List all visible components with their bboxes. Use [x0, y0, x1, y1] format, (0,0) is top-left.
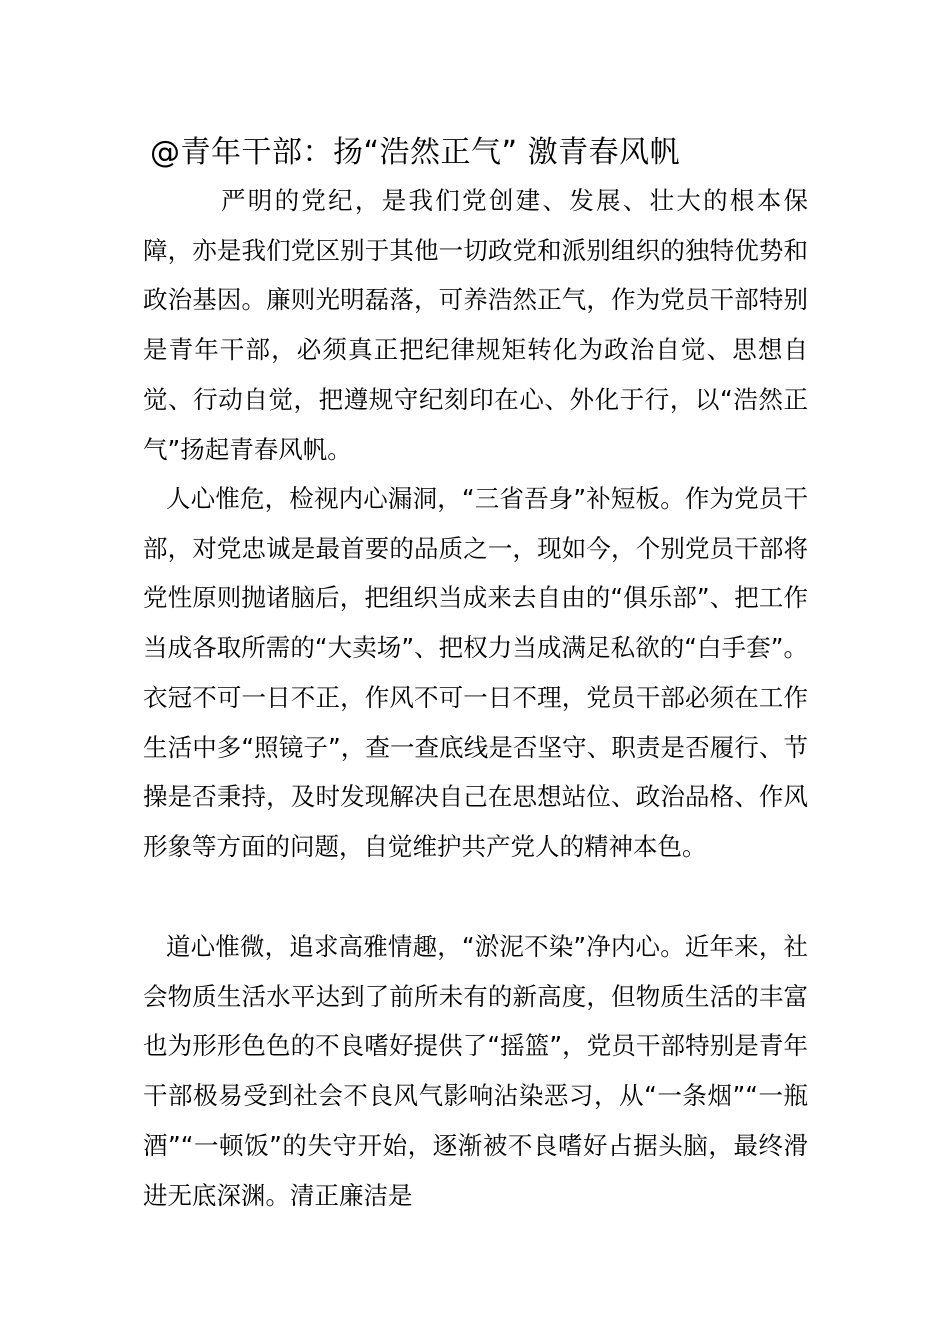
paragraph-1: 严明的党纪，是我们党创建、发展、壮大的根本保障，亦是我们党区别于其他一切政党和派别组织的独特优势和政治基因。廉则光明磊落，可养浩然正气，作为党员干部特别是青年干部，必须真正把纪律规矩转化为政治自觉、思想自觉、行动自觉，把遵规守纪刻印在心、外化于行，以“浩然正气”扬起青春风帆。 [143, 186, 808, 464]
document-title: @青年干部：扬“浩然正气” 激青春风帆 [150, 135, 681, 170]
paragraph-3: 道心惟微，追求高雅情趣，“淤泥不染”净内心。近年来，社会物质生活水平达到了前所未有的新高度，但物质生活的丰富也为形形色色的不良嗜好提供了“摇篮”，党员干部特别是青年干部极易受到社会不良风气影响沾染恶习，从“一条烟”“一瓶酒”“一顿饭”的失守开始，逐渐被不良嗜好占据头脑，最终滑进无底深渊。清正廉洁是 [143, 932, 808, 1210]
paragraph-2: 人心惟危，检视内心漏洞，“三省吾身”补短板。作为党员干部，对党忠诚是最首要的品质之一，现如今，个别党员干部将党性原则抛诸脑后，把组织当成来去自由的“俱乐部”、把工作当成各取所需的“大卖场”、把权力当成满足私欲的“白手套”。衣冠不可一日不正，作风不可一日不理，党员干部必须在工作生活中多“照镜子”，查一查底线是否坚守、职责是否履行、节操是否秉持，及时发现解决自己在思想站位、政治品格、作风形象等方面的问题，自觉维护共产党人的精神本色。 [143, 484, 808, 861]
